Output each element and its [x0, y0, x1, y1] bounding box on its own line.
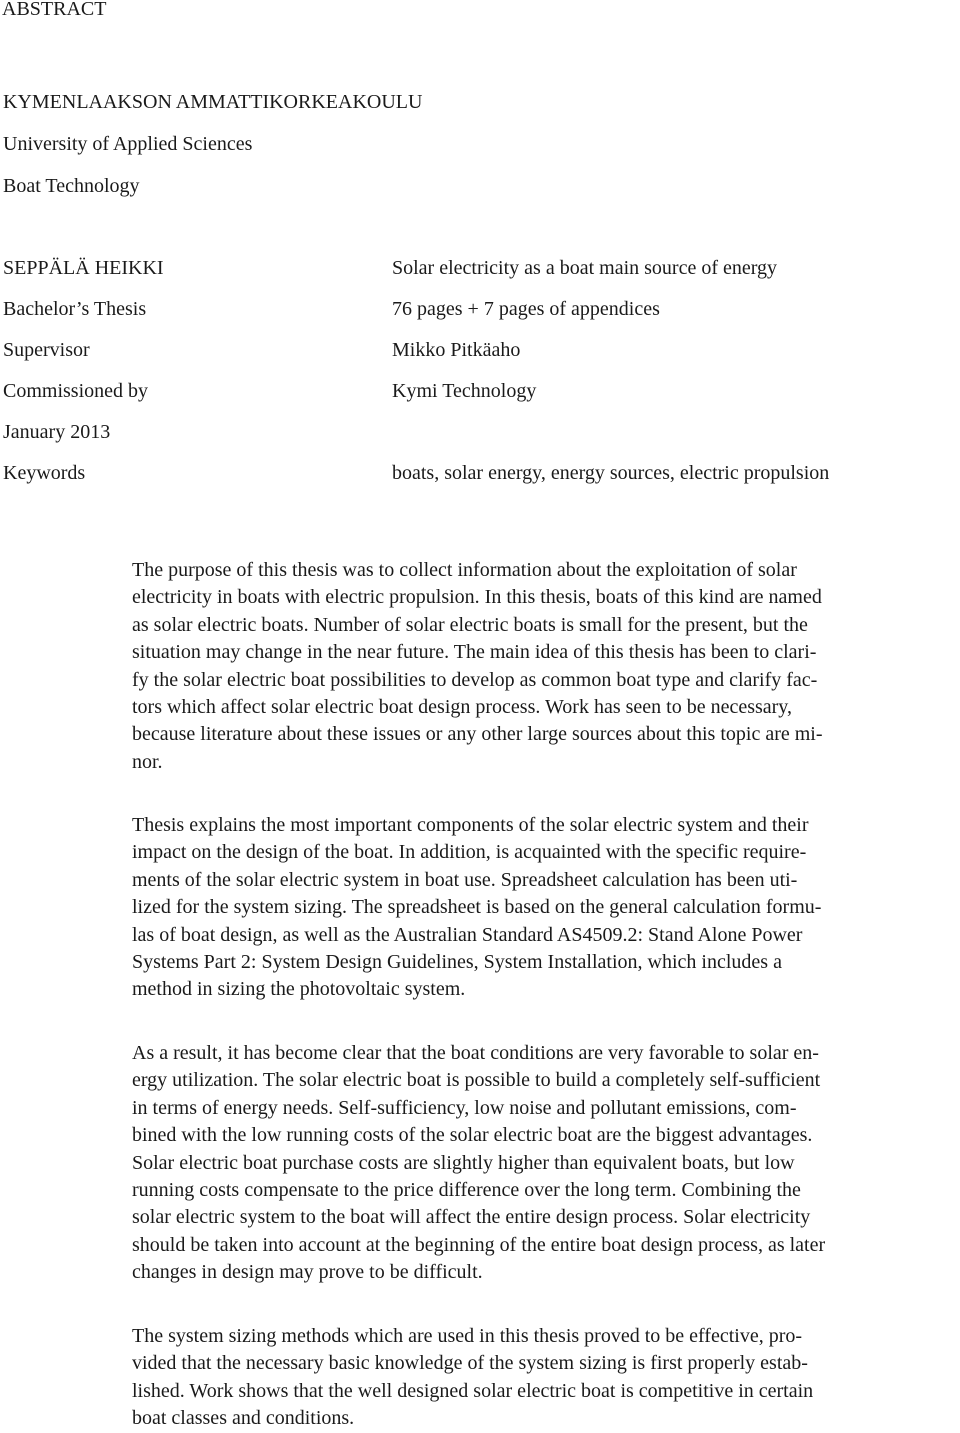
supervisor-name: Mikko Pitkäaho	[392, 339, 521, 361]
author-name: SEPPÄLÄ HEIKKI	[3, 257, 164, 279]
abstract-paragraph-1	[132, 557, 960, 776]
institution-name: KYMENLAAKSON AMMATTIKORKEAKOULU	[3, 91, 423, 113]
text-line: Solar electric boat purchase costs are slightly higher than equivalent boats, but low	[132, 1151, 795, 1174]
text-line: ergy utilization. The solar electric boat is possible to build a completely self-sufficient	[132, 1069, 821, 1092]
text-line: Systems Part 2: System Design Guidelines, System Installation, which includes a	[132, 951, 782, 974]
text-line: in terms of energy needs. Self-sufficiency, low noise and pollutant emissions, com-	[132, 1096, 797, 1119]
text-line: Thesis explains the most important components of the solar electric system and their	[132, 814, 809, 836]
text-line: vided that the necessary basic knowledge of the system sizing is first properly estab-	[132, 1352, 808, 1375]
text-line: bined with the low running costs of the solar electric boat are the biggest advantages.	[132, 1124, 813, 1147]
supervisor-label: Supervisor	[3, 339, 90, 361]
text-line: method in sizing the photovoltaic system.	[132, 978, 466, 1001]
abstract-paragraph-4	[132, 1323, 960, 1433]
commissioned-label: Commissioned by	[3, 380, 149, 402]
text-line: as solar electric boats. Number of solar electric boats is small for the present, but the	[132, 613, 808, 636]
text-line: ments of the solar electric system in boat use. Spreadsheet calculation has been uti-	[132, 868, 798, 891]
text-line: situation may change in the near future. The main idea of this thesis has been to clari-	[132, 641, 817, 664]
text-line: impact on the design of the boat. In addition, is acquainted with the specific require-	[132, 841, 807, 864]
text-line: tors which affect solar electric boat design process. Work has seen to be necessary,	[132, 696, 793, 719]
thesis-type-label: Bachelor’s Thesis	[3, 298, 147, 320]
text-line: las of boat design, as well as the Australian Standard AS4509.2: Stand Alone Power	[132, 923, 803, 946]
text-line: changes in design may prove to be difficult.	[132, 1261, 483, 1284]
text-line: electricity in boats with electric propulsion. In this thesis, boats of this kind are named	[132, 586, 822, 609]
abstract-heading: ABSTRACT	[2, 0, 107, 20]
text-line: boat classes and conditions.	[132, 1407, 355, 1430]
text-line: nor.	[132, 750, 163, 773]
text-line: The purpose of this thesis was to collect information about the exploitation of solar	[132, 559, 797, 581]
text-line: As a result, it has become clear that the boat conditions are very favorable to solar en-	[132, 1042, 819, 1064]
abstract-paragraph-2	[132, 812, 960, 1004]
text-line: lized for the system sizing. The spreadsheet is based on the general calculation formu-	[132, 896, 822, 919]
text-line: fy the solar electric boat possibilities to develop as common boat type and clarify fac-	[132, 668, 818, 691]
text-line: because literature about these issues or any other large sources about this topic are mi-	[132, 723, 823, 746]
keywords-list: boats, solar energy, energy sources, electric propulsion	[392, 462, 830, 484]
abstract-paragraph-3	[132, 1040, 960, 1287]
text-line: running costs compensate to the price difference over the long term. Combining the	[132, 1179, 801, 1202]
program-name: Boat Technology	[3, 175, 140, 197]
text-line: The system sizing methods which are used in this thesis proved to be effective, pro-	[132, 1325, 803, 1347]
text-line: solar electric system to the boat will affect the entire design process. Solar electricity	[132, 1206, 811, 1229]
institution-subtitle: University of Applied Sciences	[3, 133, 253, 155]
thesis-title: Solar electricity as a boat main source of energy	[392, 257, 778, 279]
commissioner-name: Kymi Technology	[392, 380, 537, 402]
keywords-label: Keywords	[3, 462, 86, 484]
text-line: lished. Work shows that the well designed solar electric boat is competitive in certain	[132, 1379, 814, 1402]
text-line: should be taken into account at the beginning of the entire boat design process, as later	[132, 1233, 826, 1256]
page-count: 76 pages + 7 pages of appendices	[392, 298, 660, 320]
thesis-date: January 2013	[3, 421, 111, 443]
